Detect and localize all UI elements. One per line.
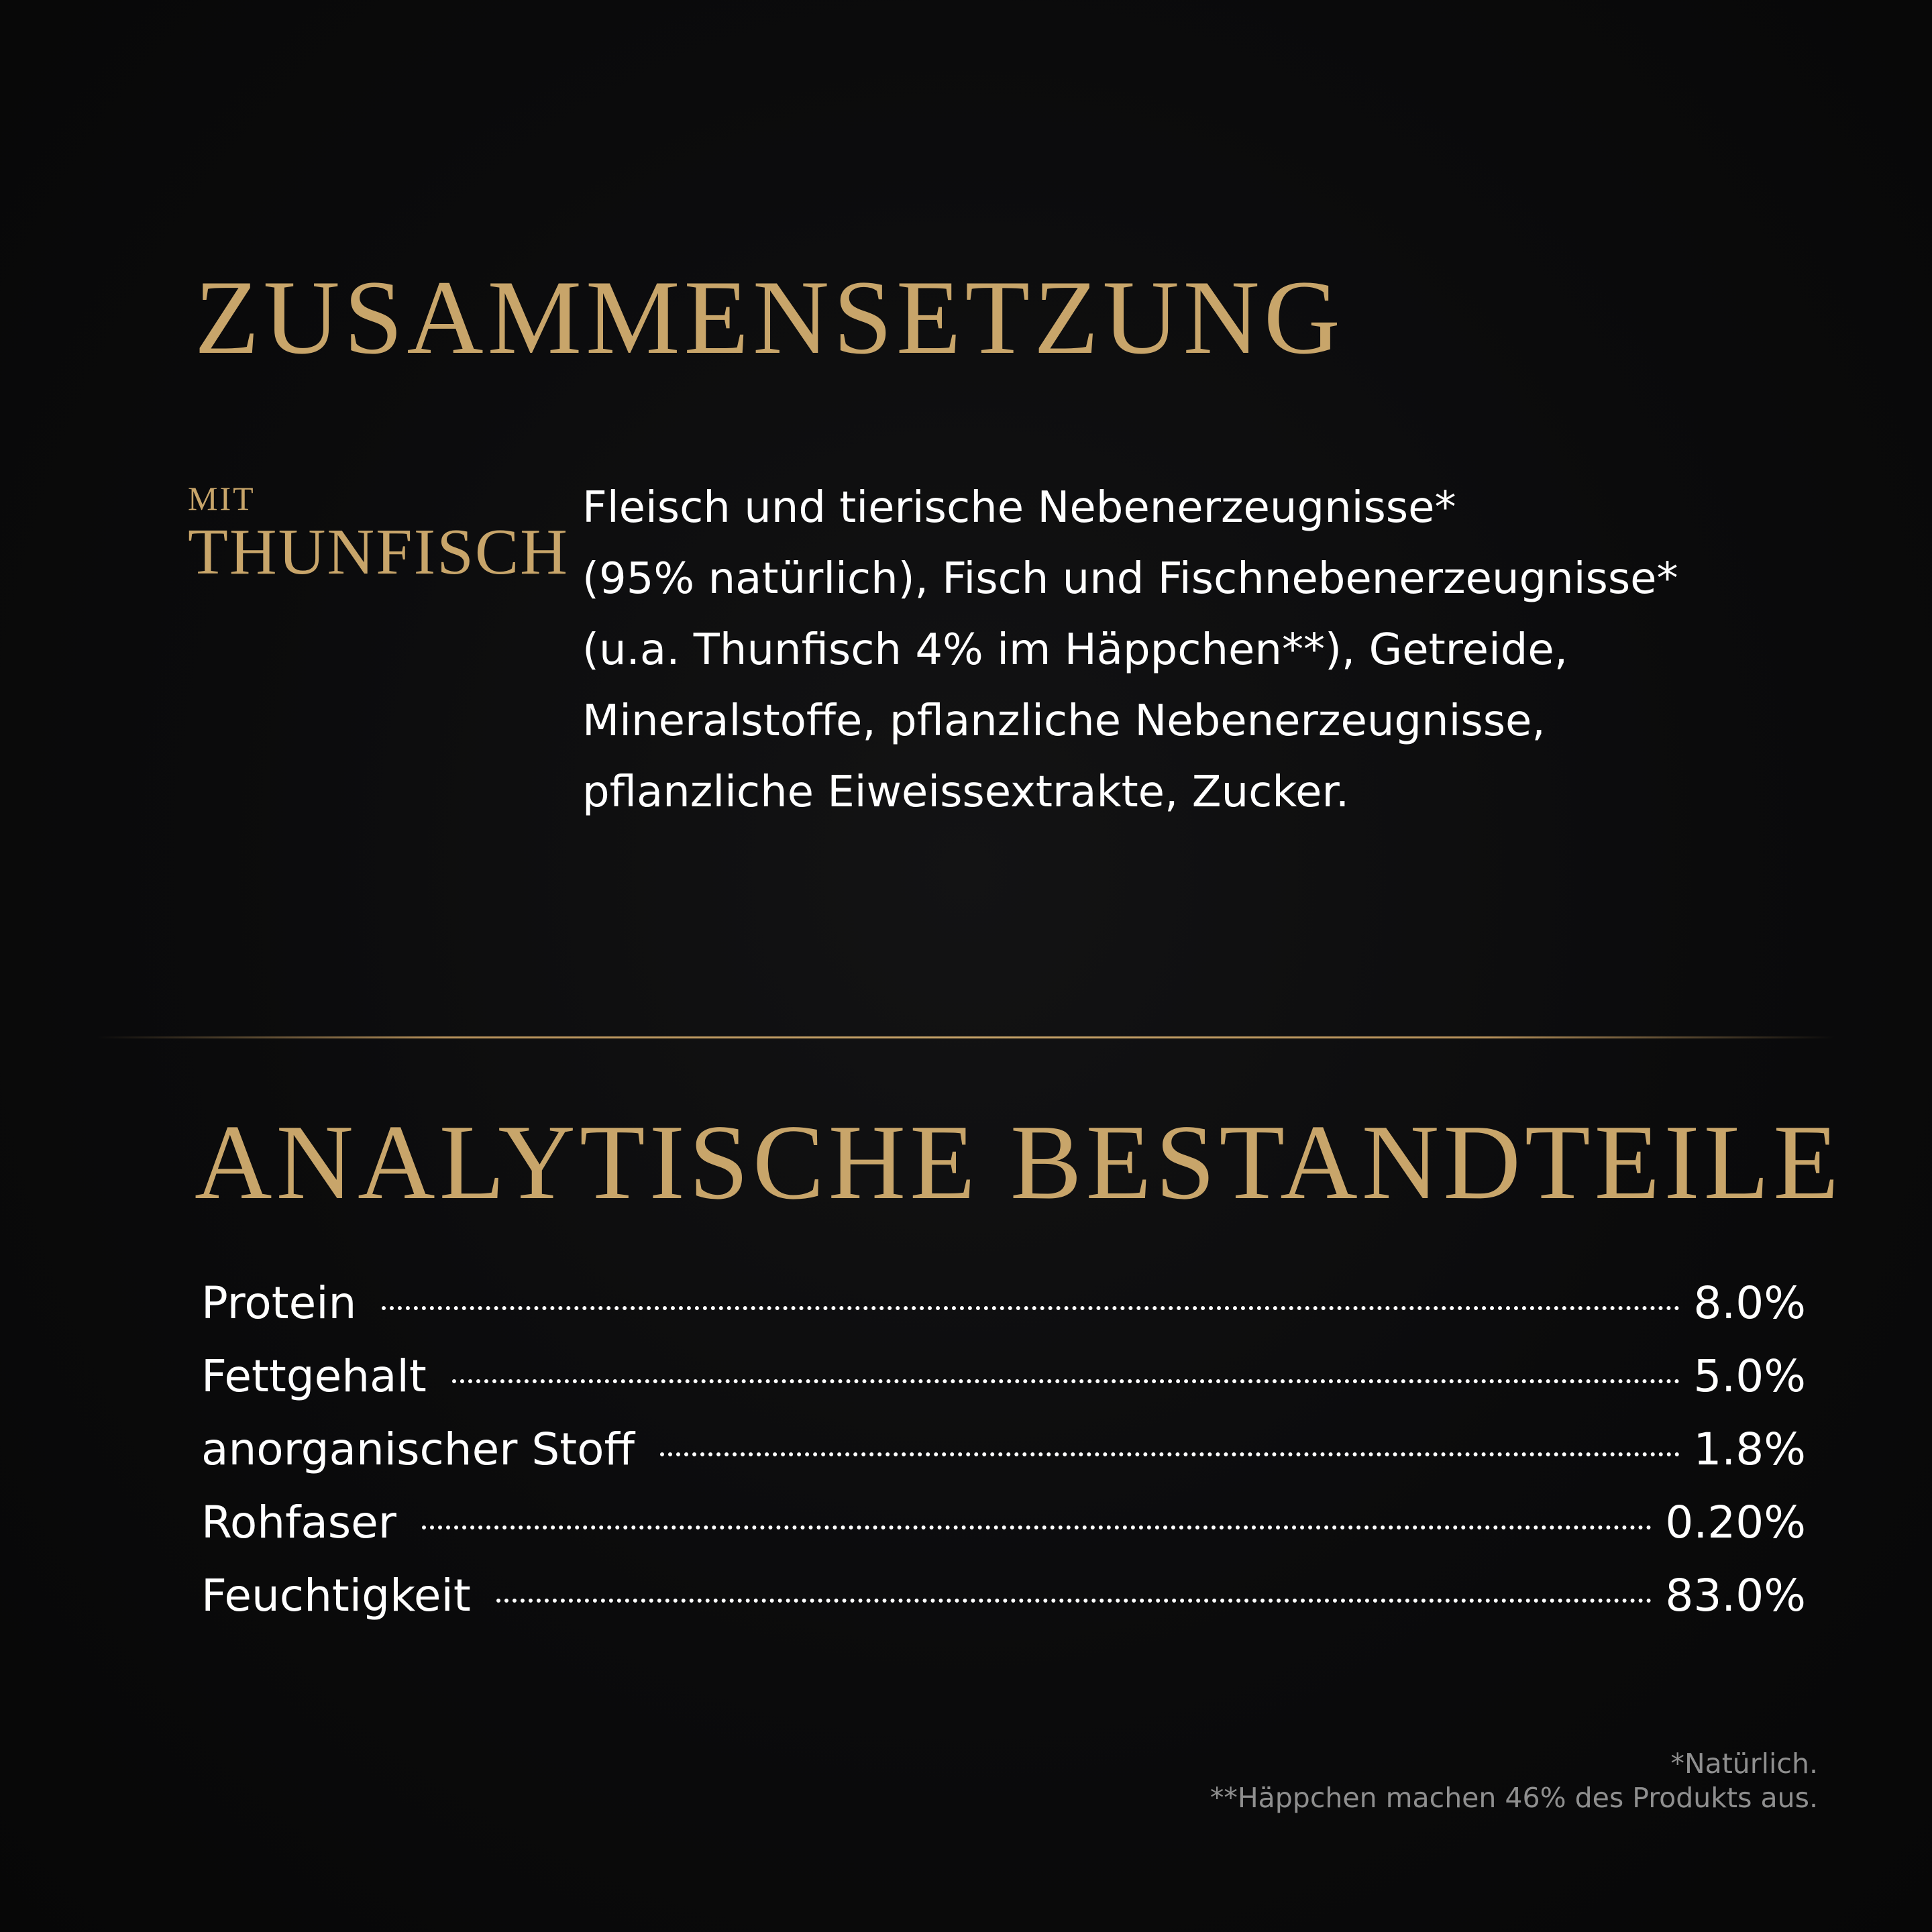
dot-leader [660,1452,1680,1456]
nutrient-value: 83.0% [1665,1570,1806,1621]
analytics-table [201,1267,1806,1632]
footnote: **Häppchen machen 46% des Produkts aus. [1210,1782,1818,1814]
ingredients-line: Fleisch und tierische Nebenerzeugnisse* [582,483,1456,533]
analytics-heading: ANALYTISCHE BESTANDTEILE [195,1102,1843,1222]
nutrient-label: Fettgehalt [201,1350,427,1402]
analytics-row-anorganischer-stoff [201,1413,1806,1486]
analytics-row-rohfaser [201,1486,1806,1559]
dot-leader [496,1599,1652,1603]
nutrient-value: 5.0% [1693,1350,1806,1402]
analytics-row-fettgehalt [201,1340,1806,1413]
nutrient-value: 1.8% [1693,1424,1806,1475]
dot-leader [382,1306,1680,1310]
ingredients-text [582,472,1857,828]
nutrient-value: 0.20% [1665,1497,1806,1548]
footnotes [1210,1747,1818,1815]
analytics-row-feuchtigkeit [201,1559,1806,1632]
analytics-row-protein [201,1267,1806,1340]
nutrient-label: Rohfaser [201,1497,396,1548]
section-divider [97,1036,1835,1038]
ingredients-line: (u.a. Thunfisch 4% im Häppchen**), Getreide, [582,625,1568,675]
composition-heading: ZUSAMMENSETZUNG [195,259,1344,376]
ingredients-line: (95% natürlich), Fisch und Fischnebenerzeugnisse* [582,554,1678,604]
dot-leader [452,1379,1680,1383]
footnote: *Natürlich. [1670,1748,1818,1780]
dot-leader [422,1525,1652,1529]
nutrient-value: 8.0% [1693,1277,1806,1329]
flavor-label [188,480,569,588]
nutrient-label: anorganischer Stoff [201,1424,635,1475]
nutrient-label: Feuchtigkeit [201,1570,471,1621]
flavor-prefix: MIT [188,480,256,517]
ingredients-line: pflanzliche Eiweissextrakte, Zucker. [582,767,1350,817]
nutrient-label: Protein [201,1277,357,1329]
flavor-name: THUNFISCH [188,516,569,588]
ingredients-line: Mineralstoffe, pflanzliche Nebenerzeugnisse, [582,696,1546,746]
